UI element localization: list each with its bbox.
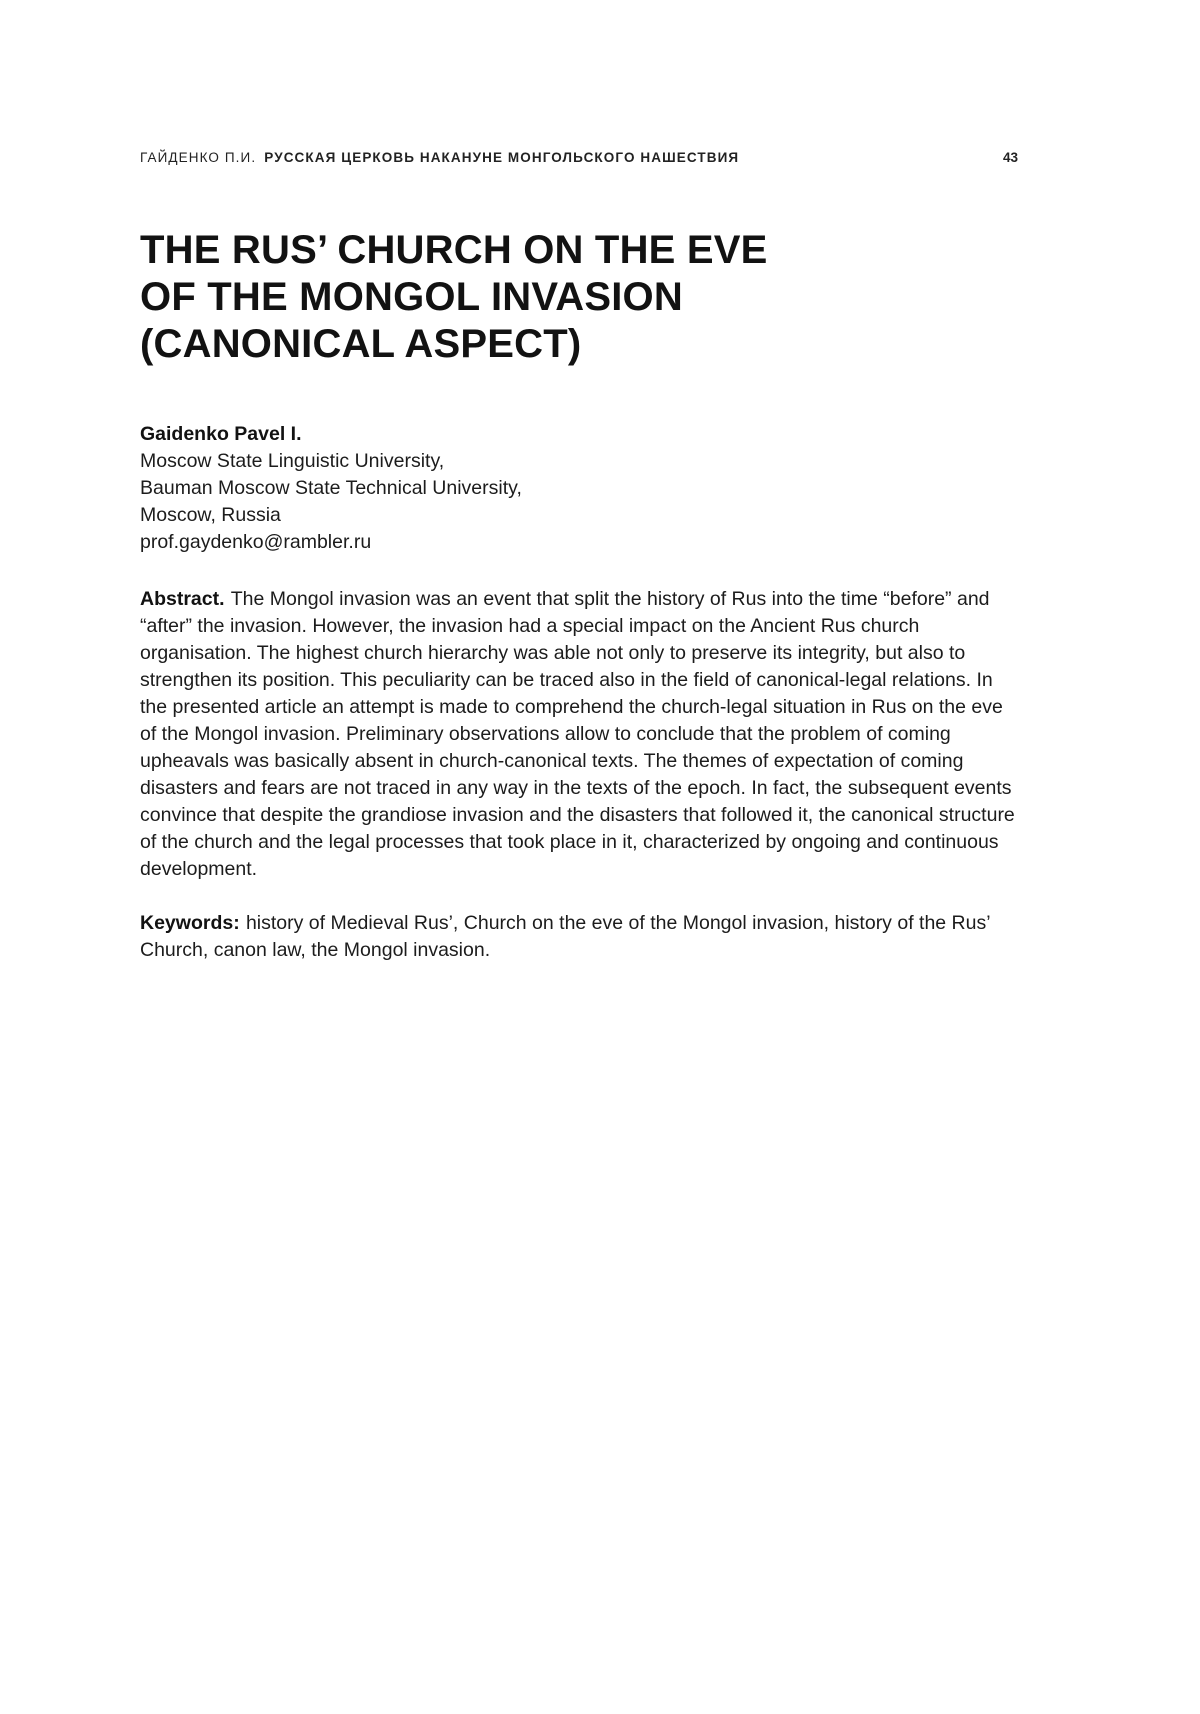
abstract-text: The Mongol invasion was an event that split the history of Rus into the time “before” and “after” the invasion. However, the invasion had a special impact on the Ancient Rus church organisation. The highest church hierarchy was able not only to preserve its integrity, but also to strengthen its position. This peculiarity can be traced also in the field of canonical-legal relations. In the presented article an attempt is made to comprehend the church-legal situation in Rus on the eve of the Mongol invasion. Preliminary observations allow to conclude that the problem of coming upheavals was basically absent in church-canonical texts. The themes of expectation of coming disasters and fears are not traced in any way in the texts of the epoch. In fact, the subsequent events convince that despite the grandiose invasion and the disasters that followed it, the canonical structure of the church and the legal processes that took place in it, characterized by ongoing and continuous development. (140, 587, 1015, 880)
keywords-label: Keywords: (140, 911, 240, 934)
article-title-line-2: OF THE MONGOL INVASION (140, 274, 683, 319)
running-header-text (140, 150, 739, 165)
page-content (140, 150, 1018, 991)
abstract-paragraph (140, 586, 1018, 883)
affiliation-line-2: Bauman Moscow State Technical University, (140, 477, 522, 500)
running-header-title: РУССКАЯ ЦЕРКОВЬ НАКАНУНЕ МОНГОЛЬСКОГО НАШЕСТВИЯ (264, 150, 740, 165)
author-email: prof.gaydenko@rambler.ru (140, 531, 372, 554)
running-header (140, 150, 1018, 165)
abstract-label: Abstract. (140, 587, 225, 610)
author-block (140, 421, 1018, 556)
article-title-line-3: (CANONICAL ASPECT) (140, 321, 582, 366)
article-title-line-1: THE RUS’ CHURCH ON THE EVE (140, 228, 768, 272)
article-title (140, 227, 1018, 367)
page-number: 43 (1002, 150, 1018, 165)
keywords-text: history of Medieval Rus’, Church on the eve of the Mongol invasion, history of the Rus’ Church, canon law, the Mongol invasion. (140, 911, 990, 961)
affiliation-line-3: Moscow, Russia (140, 504, 281, 527)
affiliation-line-1: Moscow State Linguistic University, (140, 450, 445, 473)
keywords-paragraph (140, 910, 1018, 964)
author-name: Gaidenko Pavel I. (140, 423, 302, 446)
running-header-author: ГАЙДЕНКО П.И. (140, 150, 257, 165)
